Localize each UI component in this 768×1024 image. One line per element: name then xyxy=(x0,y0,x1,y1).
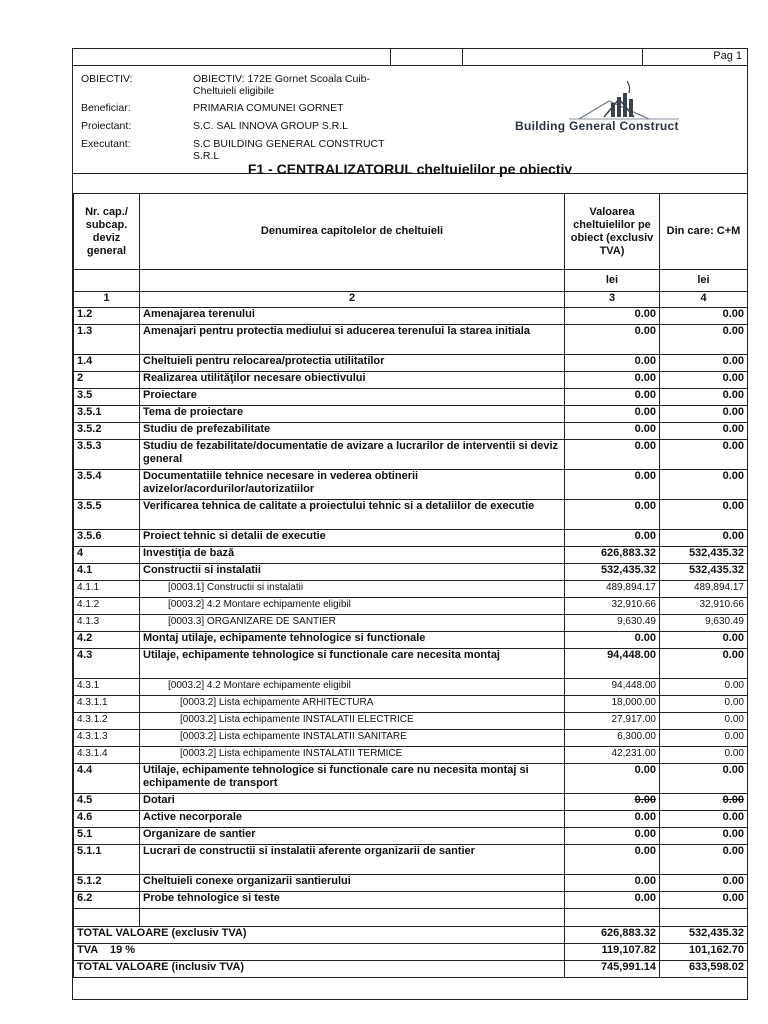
info-value: S.C BUILDING GENERAL CONSTRUCT S.R.L xyxy=(193,138,385,162)
row-value-total: 0.00 xyxy=(565,811,660,828)
row-code: 1.4 xyxy=(74,355,140,372)
table-row xyxy=(74,500,748,530)
row-name: Organizare de santier xyxy=(140,828,565,845)
row-code: 3.5.5 xyxy=(74,500,140,530)
row-value-total: 0.00 xyxy=(565,500,660,530)
column-number-row xyxy=(74,292,748,308)
row-value-total: 0.00 xyxy=(565,423,660,440)
column-number: 4 xyxy=(660,292,748,308)
row-value-cm: 0.00 xyxy=(660,875,748,892)
table-row xyxy=(74,581,748,598)
table-row xyxy=(74,811,748,828)
row-name: Constructii si instalatii xyxy=(140,564,565,581)
row-value-total: 94,448.00 xyxy=(565,649,660,679)
row-value-total: 0.00 xyxy=(565,794,660,811)
total-row xyxy=(74,961,748,978)
header-col1: Nr. cap./ subcap. deviz general xyxy=(74,194,140,270)
row-value-cm: 489,894.17 xyxy=(660,581,748,598)
info-value: OBIECTIV: 172E Gornet Scoala Cuib-Cheltuieli eligibile xyxy=(193,73,371,97)
header-col3: Valoarea cheltuielilor pe obiect (exclusiv TVA) xyxy=(565,194,660,270)
row-code: 3.5.3 xyxy=(74,440,140,470)
row-value-total: 626,883.32 xyxy=(565,547,660,564)
row-value-cm: 0.00 xyxy=(660,389,748,406)
row-value-total: 0.00 xyxy=(565,892,660,909)
row-code: 4.6 xyxy=(74,811,140,828)
total-label: TVA 19 % xyxy=(74,944,565,961)
row-code: 4.5 xyxy=(74,794,140,811)
company-logo xyxy=(509,79,729,139)
row-name: Proiectare xyxy=(140,389,565,406)
row-name: Active necorporale xyxy=(140,811,565,828)
document-page xyxy=(72,48,748,1000)
info-value: PRIMARIA COMUNEI GORNET xyxy=(193,102,344,114)
total-value-cm: 633,598.02 xyxy=(660,961,748,978)
row-value-cm: 32,910.66 xyxy=(660,598,748,615)
row-name: [0003.2] 4.2 Montare echipamente eligibil xyxy=(140,679,565,696)
row-value-cm: 0.00 xyxy=(660,355,748,372)
table-row xyxy=(74,308,748,325)
info-label: OBIECTIV: xyxy=(81,73,133,85)
table-row xyxy=(74,713,748,730)
row-value-total: 532,435.32 xyxy=(565,564,660,581)
row-code: 4.1.1 xyxy=(74,581,140,598)
row-value-cm: 0.00 xyxy=(660,440,748,470)
row-code: 4.4 xyxy=(74,764,140,794)
row-code: 4.1 xyxy=(74,564,140,581)
row-code: 4.3.1.4 xyxy=(74,747,140,764)
row-value-cm: 0.00 xyxy=(660,530,748,547)
column-number: 1 xyxy=(74,292,140,308)
row-value-cm: 0.00 xyxy=(660,696,748,713)
total-label: TOTAL VALOARE (exclusiv TVA) xyxy=(74,927,565,944)
project-info xyxy=(73,65,747,174)
table-row xyxy=(74,389,748,406)
table-row xyxy=(74,325,748,355)
row-code: 1.3 xyxy=(74,325,140,355)
row-value-total: 42,231.00 xyxy=(565,747,660,764)
row-value-cm: 0.00 xyxy=(660,794,748,811)
row-code: 4.1.2 xyxy=(74,598,140,615)
row-code: 4.3.1.3 xyxy=(74,730,140,747)
row-name: Amenajarea terenului xyxy=(140,308,565,325)
row-value-total: 94,448.00 xyxy=(565,679,660,696)
table-row xyxy=(74,649,748,679)
row-name: [0003.1] Constructii si instalatii xyxy=(140,581,565,598)
row-value-cm: 0.00 xyxy=(660,828,748,845)
total-value: 745,991.14 xyxy=(565,961,660,978)
row-name: Studiu de fezabilitate/documentatie de avizare a lucrarilor de interventii si deviz general xyxy=(140,440,565,470)
expenses-table xyxy=(73,193,748,978)
info-label: Executant: xyxy=(81,138,131,150)
row-value-total: 0.00 xyxy=(565,828,660,845)
column-number: 3 xyxy=(565,292,660,308)
row-code: 4.3.1 xyxy=(74,679,140,696)
row-name: [0003.3] ORGANIZARE DE SANTIER xyxy=(140,615,565,632)
row-value-cm: 0.00 xyxy=(660,406,748,423)
row-value-total: 0.00 xyxy=(565,308,660,325)
unit-row xyxy=(74,270,748,292)
header-col2: Denumirea capitolelor de cheltuieli xyxy=(140,194,565,270)
row-value-total: 32,910.66 xyxy=(565,598,660,615)
row-name: [0003.2] 4.2 Montare echipamente eligibil xyxy=(140,598,565,615)
row-value-total: 0.00 xyxy=(565,845,660,875)
row-code: 3.5.1 xyxy=(74,406,140,423)
row-value-total: 0.00 xyxy=(565,530,660,547)
table-row xyxy=(74,440,748,470)
header-col4: Din care: C+M xyxy=(660,194,748,270)
row-name: Investiţia de bază xyxy=(140,547,565,564)
row-value-cm: 0.00 xyxy=(660,713,748,730)
table-row xyxy=(74,615,748,632)
info-label: Proiectant: xyxy=(81,120,132,132)
row-value-total: 18,000.00 xyxy=(565,696,660,713)
row-value-total: 0.00 xyxy=(565,470,660,500)
row-code: 2 xyxy=(74,372,140,389)
info-value: S.C. SAL INNOVA GROUP S.R.L xyxy=(193,120,349,132)
row-name: Utilaje, echipamente tehnologice si functionale care necesita montaj xyxy=(140,649,565,679)
table-row xyxy=(74,764,748,794)
table-row xyxy=(74,828,748,845)
row-code: 4.2 xyxy=(74,632,140,649)
table-row xyxy=(74,679,748,696)
row-code: 4.3.1.2 xyxy=(74,713,140,730)
header-row xyxy=(74,194,748,270)
row-name: Lucrari de constructii si instalatii aferente organizarii de santier xyxy=(140,845,565,875)
unit-col3: lei xyxy=(565,270,660,292)
row-name: Montaj utilaje, echipamente tehnologice si functionale xyxy=(140,632,565,649)
row-code: 5.1.2 xyxy=(74,875,140,892)
row-value-cm: 0.00 xyxy=(660,308,748,325)
row-value-cm: 0.00 xyxy=(660,470,748,500)
total-value-cm: 532,435.32 xyxy=(660,927,748,944)
total-label: TOTAL VALOARE (inclusiv TVA) xyxy=(74,961,565,978)
row-code: 1.2 xyxy=(74,308,140,325)
table-row xyxy=(74,794,748,811)
row-name: Tema de proiectare xyxy=(140,406,565,423)
row-name: Dotari xyxy=(140,794,565,811)
row-name: Utilaje, echipamente tehnologice si functionale care nu necesita montaj si echipamente de transport xyxy=(140,764,565,794)
row-value-cm: 0.00 xyxy=(660,423,748,440)
total-value: 626,883.32 xyxy=(565,927,660,944)
table-row xyxy=(74,470,748,500)
table-row xyxy=(74,423,748,440)
table-row xyxy=(74,530,748,547)
table-row xyxy=(74,406,748,423)
row-value-total: 27,917.00 xyxy=(565,713,660,730)
row-value-cm: 0.00 xyxy=(660,372,748,389)
table-row xyxy=(74,747,748,764)
total-row xyxy=(74,927,748,944)
total-row xyxy=(74,944,748,961)
row-value-total: 0.00 xyxy=(565,325,660,355)
row-code: 3.5 xyxy=(74,389,140,406)
row-code: 5.1.1 xyxy=(74,845,140,875)
row-value-cm: 0.00 xyxy=(660,679,748,696)
row-value-total: 0.00 xyxy=(565,355,660,372)
row-value-cm: 0.00 xyxy=(660,845,748,875)
row-name: [0003.2] Lista echipamente INSTALATII TERMICE xyxy=(140,747,565,764)
table-row xyxy=(74,355,748,372)
row-name: Amenajari pentru protectia mediului si aducerea terenului la starea initiala xyxy=(140,325,565,355)
spacer-row xyxy=(74,909,748,927)
row-code: 4 xyxy=(74,547,140,564)
row-code: 3.5.6 xyxy=(74,530,140,547)
row-value-total: 0.00 xyxy=(565,406,660,423)
row-value-total: 0.00 xyxy=(565,440,660,470)
page-number: Pag 1 xyxy=(713,50,742,62)
row-value-total: 9,630.49 xyxy=(565,615,660,632)
row-value-cm: 0.00 xyxy=(660,632,748,649)
building-logo-icon xyxy=(509,79,729,123)
row-code: 6.2 xyxy=(74,892,140,909)
table-row xyxy=(74,598,748,615)
row-code: 3.5.4 xyxy=(74,470,140,500)
table-row xyxy=(74,547,748,564)
row-name: Cheltuieli conexe organizarii santierului xyxy=(140,875,565,892)
row-code: 4.1.3 xyxy=(74,615,140,632)
table-row xyxy=(74,892,748,909)
logo-text: Building General Construct xyxy=(515,119,679,133)
row-name: Probe tehnologice si teste xyxy=(140,892,565,909)
column-number: 2 xyxy=(140,292,565,308)
table-row xyxy=(74,845,748,875)
row-value-total: 6,300.00 xyxy=(565,730,660,747)
page-title: F1 - CENTRALIZATORUL cheltuielilor pe obiectiv xyxy=(247,161,573,177)
total-value: 119,107.82 xyxy=(565,944,660,961)
row-name: Realizarea utilităţilor necesare obiectivului xyxy=(140,372,565,389)
row-value-cm: 0.00 xyxy=(660,325,748,355)
row-value-cm: 0.00 xyxy=(660,730,748,747)
table-row xyxy=(74,875,748,892)
row-value-cm: 0.00 xyxy=(660,649,748,679)
row-value-total: 0.00 xyxy=(565,764,660,794)
table-row xyxy=(74,730,748,747)
table-row xyxy=(74,632,748,649)
row-name: Verificarea tehnica de calitate a proiectului tehnic si a detaliilor de executie xyxy=(140,500,565,530)
row-value-total: 0.00 xyxy=(565,875,660,892)
row-value-cm: 532,435.32 xyxy=(660,564,748,581)
row-name: [0003.2] Lista echipamente INSTALATII ELECTRICE xyxy=(140,713,565,730)
row-value-total: 0.00 xyxy=(565,389,660,406)
row-value-total: 0.00 xyxy=(565,372,660,389)
row-name: Cheltuieli pentru relocarea/protectia utilitatilor xyxy=(140,355,565,372)
row-value-total: 489,894.17 xyxy=(565,581,660,598)
row-value-cm: 9,630.49 xyxy=(660,615,748,632)
info-label: Beneficiar: xyxy=(81,102,131,114)
row-name: [0003.2] Lista echipamente INSTALATII SANITARE xyxy=(140,730,565,747)
row-value-cm: 532,435.32 xyxy=(660,547,748,564)
unit-col4: lei xyxy=(660,270,748,292)
row-code: 5.1 xyxy=(74,828,140,845)
row-value-cm: 0.00 xyxy=(660,747,748,764)
row-value-total: 0.00 xyxy=(565,632,660,649)
row-name: Proiect tehnic si detalii de executie xyxy=(140,530,565,547)
row-value-cm: 0.00 xyxy=(660,500,748,530)
top-bar xyxy=(73,49,747,66)
row-value-cm: 0.00 xyxy=(660,764,748,794)
row-code: 4.3 xyxy=(74,649,140,679)
row-value-cm: 0.00 xyxy=(660,892,748,909)
table-row xyxy=(74,564,748,581)
table-row xyxy=(74,372,748,389)
row-name: Studiu de prefezabilitate xyxy=(140,423,565,440)
row-code: 4.3.1.1 xyxy=(74,696,140,713)
row-name: [0003.2] Lista echipamente ARHITECTURA xyxy=(140,696,565,713)
total-value-cm: 101,162.70 xyxy=(660,944,748,961)
row-name: Documentatiile tehnice necesare in vederea obtinerii avizelor/acordurilor/autorizatiilor xyxy=(140,470,565,500)
row-value-cm: 0.00 xyxy=(660,811,748,828)
row-code: 3.5.2 xyxy=(74,423,140,440)
table-row xyxy=(74,696,748,713)
